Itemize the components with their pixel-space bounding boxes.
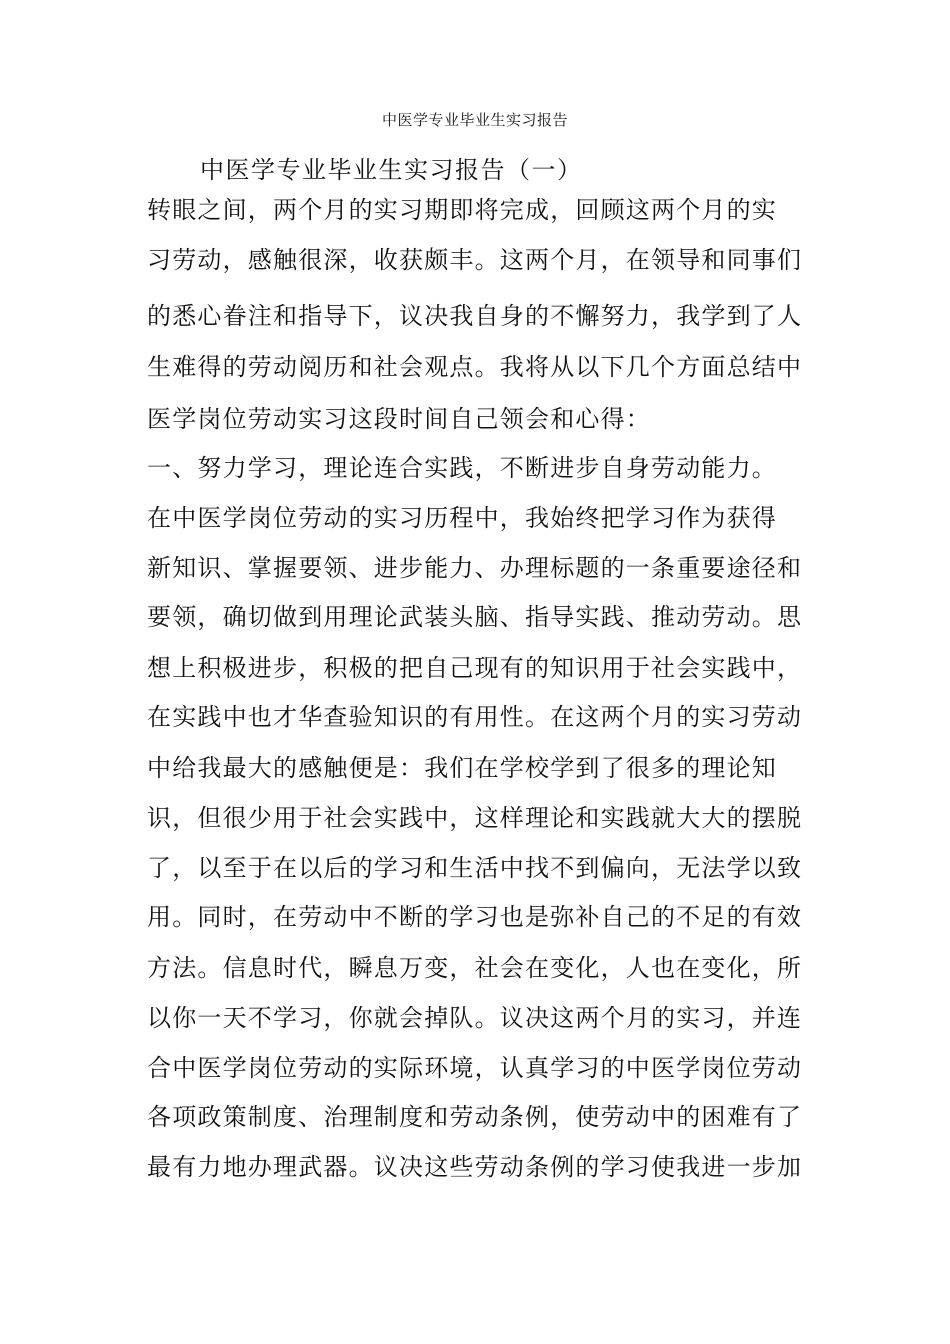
body-line: 新知识、掌握要领、进步能力、办理标题的一条重要途径和 [147, 554, 803, 582]
body-line: 以你一天不学习，你就会掉队。议决这两个月的实习，并连 [147, 1004, 803, 1032]
body-line: 医学岗位劳动实习这段时间自己领会和心得： [147, 405, 651, 433]
body-line: 识，但很少用于社会实践中，这样理论和实践就大大的摆脱 [147, 804, 803, 832]
running-header: 中医学专业毕业生实习报告 [381, 111, 568, 129]
body-line: 的悉心眷注和指导下，议决我自身的不懈努力，我学到了人 [147, 302, 803, 330]
body-line: 习劳动，感触很深，收获颇丰。这两个月，在领导和同事们 [147, 246, 803, 274]
section-heading: 一、努力学习，理论连合实践，不断进步自身劳动能力。 [147, 454, 777, 482]
body-line: 了，以至于在以后的学习和生活中找不到偏向，无法学以致 [147, 854, 803, 882]
body-line: 转眼之间，两个月的实习期即将完成，回顾这两个月的实 [147, 196, 777, 224]
body-line: 中给我最大的感触便是：我们在学校学到了很多的理论知 [147, 754, 777, 782]
body-line: 要领，确切做到用理论武装头脑、指导实践、推动劳动。思 [147, 603, 803, 631]
body-line: 在中医学岗位劳动的实习历程中，我始终把学习作为获得 [147, 504, 777, 532]
body-line: 生难得的劳动阅历和社会观点。我将从以下几个方面总结中 [147, 353, 803, 381]
document-title: 中医学专业毕业生实习报告（一） [200, 156, 583, 184]
body-line: 在实践中也才华查验知识的有用性。在这两个月的实习劳动 [147, 703, 803, 731]
body-line: 最有力地办理武器。议决这些劳动条例的学习使我进一步加 [147, 1153, 803, 1181]
body-line: 合中医学岗位劳动的实际环境，认真学习的中医学岗位劳动 [147, 1054, 803, 1082]
body-line: 各项政策制度、治理制度和劳动条例，使劳动中的困难有了 [147, 1103, 803, 1131]
body-line: 方法。信息时代，瞬息万变，社会在变化，人也在变化，所 [147, 954, 803, 982]
body-line: 想上积极进步，积极的把自己现有的知识用于社会实践中， [147, 654, 803, 682]
body-line: 用。同时，在劳动中不断的学习也是弥补自己的不足的有效 [147, 903, 803, 931]
